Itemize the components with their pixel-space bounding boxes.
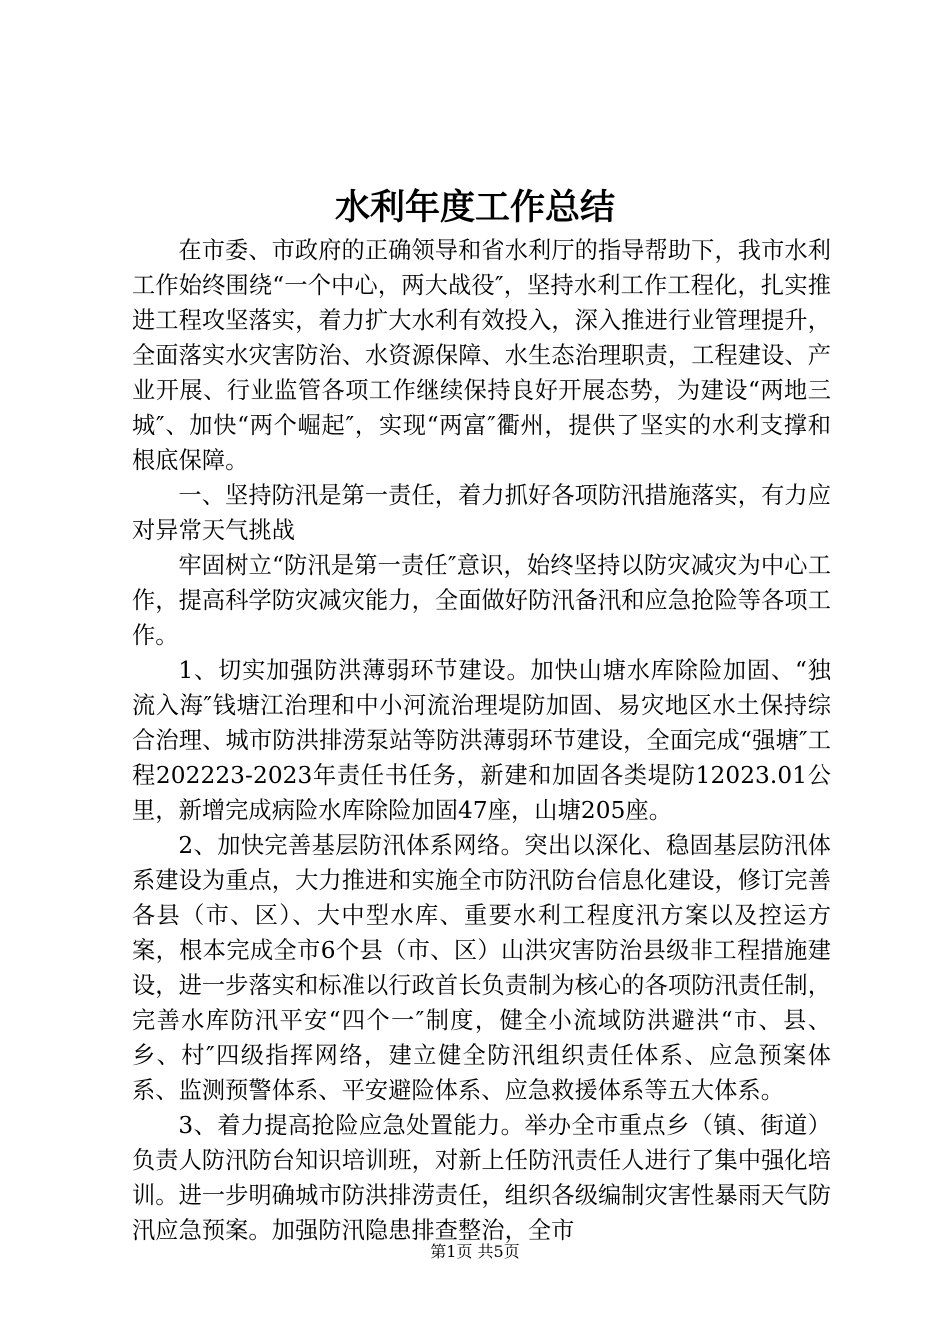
document-body [132,233,831,1248]
paragraph-item-2: 2、加快完善基层防汛体系网络。突出以深化、稳固基层防汛体系建设为重点，大力推进和实施全市防汛防台信息化建设，修订完善各县（市、区）、大中型水库、重要水利工程度汛方案以及控运方案，根本完成全市6个县（市、区）山洪灾害防治县级非工程措施建设，进一步落实和标准以行政首长负责制为核心的各项防汛责任制，完善水库防汛平安“四个一″制度，健全小流域防洪避洪“市、县、乡、村″四级指挥网络，建立健全防汛组织责任体系、应急预案体系、监测预警体系、平安避险体系、应急救援体系等五大体系。 [132,832,831,1104]
document-title: 水利年度工作总结 [334,188,615,228]
paragraph-intro: 在市委、市政府的正确领导和省水利厅的指导帮助下，我市水利工作始终围绕“一个中心，两大战役″，坚持水利工作工程化，扎实推进工程攻坚落实，着力扩大水利有效投入，深入推进行业管理提升，全面落实水灾害防治、水资源保障、水生态治理职责，工程建设、产业开展、行业监管各项工作继续保持良好开展态势，为建设“两地三城″、加快“两个崛起″，实现“两富″衢州，提供了坚实的水利支撑和根底保障。 [132,237,831,474]
paragraph-section-1-intro: 牢固树立“防汛是第一责任″意识，始终坚持以防灾减灾为中心工作，提高科学防灾减灾能力，全面做好防汛备汛和应急抢险等各项工作。 [132,552,831,649]
section-heading-1: 一、坚持防汛是第一责任，着力抓好各项防汛措施落实，有力应对异常天气挑战 [132,482,831,544]
paragraph-item-1: 1、切实加强防洪薄弱环节建设。加快山塘水库除险加固、“独流入海″钱塘江治理和中小河流治理堤防加固、易灾地区水土保持综合治理、城市防洪排涝泵站等防洪薄弱环节建设，全面完成“强塘″工程202223-2023年责任书任务，新建和加固各类堤防12023.01公里，新增完成病险水库除险加固47座，山塘205座。 [132,657,831,824]
page-number-footer: 第1页 共5页 [430,1242,520,1261]
paragraph-item-3: 3、着力提高抢险应急处置能力。举办全市重点乡（镇、街道）负责人防汛防台知识培训班，对新上任防汛责任人进行了集中强化培训。进一步明确城市防洪排涝责任，组织各级编制灾害性暴雨天气防汛应急预案。加强防汛隐患排查整治，全市 [132,1112,831,1244]
